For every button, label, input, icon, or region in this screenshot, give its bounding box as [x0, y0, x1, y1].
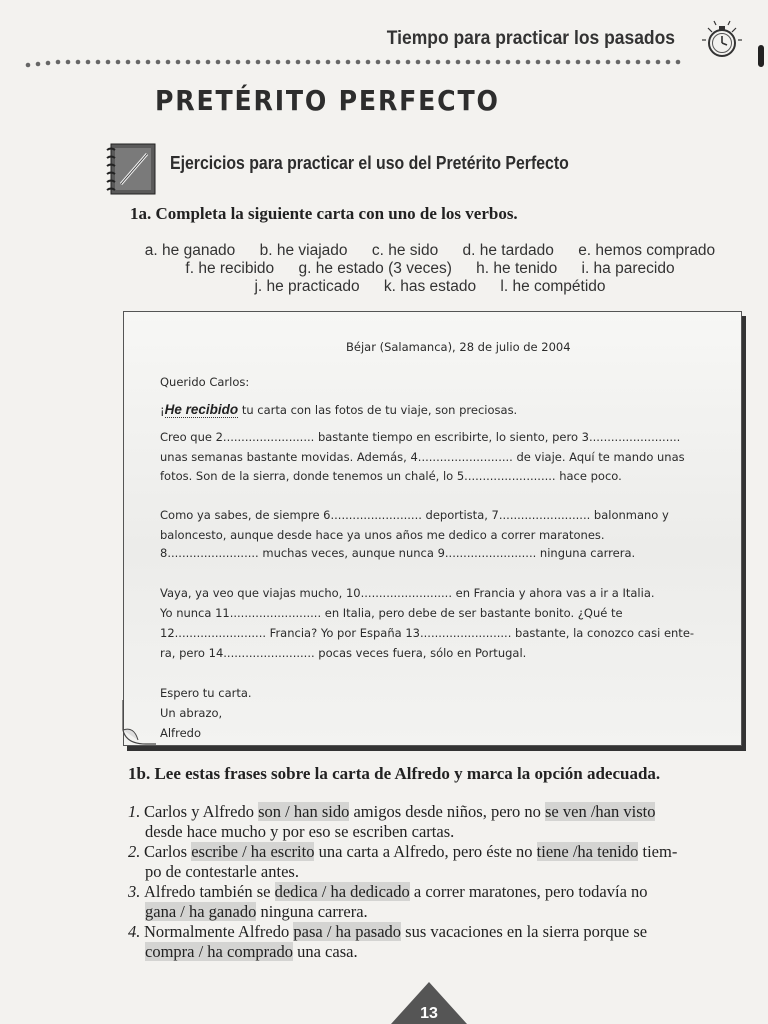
- page-curl-icon: [116, 700, 156, 750]
- question-text: una carta a Alfredo, pero éste no: [314, 842, 537, 861]
- divider-dot: [596, 60, 601, 65]
- divider-dot: [146, 60, 151, 65]
- divider-dot: [56, 60, 61, 65]
- verb-option: i. ha parecido: [581, 260, 675, 277]
- verb-option: k. has estado: [383, 278, 477, 295]
- question-number: 4.: [128, 922, 141, 941]
- divider-dot: [656, 60, 661, 65]
- divider-dot: [306, 60, 311, 65]
- question-text: Normalmente Alfredo: [144, 922, 294, 941]
- divider-dot: [316, 60, 321, 65]
- divider-dot: [456, 60, 461, 65]
- divider-dot: [546, 60, 551, 65]
- option-pair[interactable]: dedica / ha dedicado: [274, 882, 410, 901]
- divider-dot: [636, 60, 641, 65]
- verb-options-row-2: [110, 260, 750, 278]
- verb-option: b. he viajado: [259, 242, 348, 259]
- question-text: una casa.: [292, 942, 358, 961]
- question-text: sus vacaciones en la sierra porque se: [401, 922, 648, 941]
- divider-dot: [266, 60, 271, 65]
- divider-dot: [186, 60, 191, 65]
- option-pair[interactable]: pasa / ha pasado: [293, 922, 402, 941]
- divider-dot: [416, 60, 421, 65]
- exercise-1b-title: 1b. Lee estas frases sobre la carta de Alfredo y marca la opción adecuada.: [128, 764, 661, 783]
- divider-dot: [496, 60, 501, 65]
- divider-dot: [556, 60, 561, 65]
- question-3: [128, 882, 738, 922]
- verb-options-row-1: [110, 242, 750, 260]
- divider-dot: [586, 60, 591, 65]
- question-text: a correr maratones, pero todavía no: [409, 882, 648, 901]
- verb-option: e. hemos comprado: [578, 242, 716, 259]
- question-1: [128, 802, 738, 842]
- divider-dot: [326, 60, 331, 65]
- letter-line-7: 8......................... muchas veces, aunque nunca 9......................... ninguna carrera.: [160, 546, 636, 560]
- letter-line-1: [160, 402, 700, 417]
- divider-dot: [276, 60, 281, 65]
- page-number-badge: [391, 982, 467, 1024]
- header-title: Tiempo para practicar los pasados: [386, 28, 675, 49]
- question-number: 3.: [128, 882, 141, 901]
- page-edge-mark: [758, 45, 764, 67]
- question-2: [128, 842, 738, 882]
- divider-dot: [446, 60, 451, 65]
- divider-dot: [536, 60, 541, 65]
- divider-dot: [106, 60, 111, 65]
- divider-dot: [566, 60, 571, 65]
- question-text: Carlos y Alfredo: [144, 802, 259, 821]
- divider-dot: [646, 60, 651, 65]
- letter-text: ¡: [160, 403, 165, 417]
- divider-dot: [286, 60, 291, 65]
- stopwatch-icon: [700, 18, 744, 62]
- divider-dot: [156, 60, 161, 65]
- divider-dot: [126, 60, 131, 65]
- letter-line-5: Como ya sabes, de siempre 6......................... deportista, 7......................... balonmano y: [160, 508, 669, 522]
- letter-line-10: 12......................... Francia? Yo por España 13......................... bastante, la conozco casi ente-: [160, 626, 695, 640]
- option-pair[interactable]: tiene /ha tenido: [536, 842, 639, 861]
- divider-dot: [436, 60, 441, 65]
- divider-dot: [96, 60, 101, 65]
- question-text: ninguna carrera.: [256, 902, 368, 921]
- divider-dot: [516, 60, 521, 65]
- option-pair[interactable]: se ven /han visto: [545, 802, 656, 821]
- verb-option: d. he tardado: [462, 242, 554, 259]
- letter-line-2: Creo que 2......................... bastante tiempo en escribirte, lo siento, pero 3.........................: [160, 430, 681, 444]
- question-text: amigos desde niños, pero no: [349, 802, 546, 821]
- divider-dot: [366, 60, 371, 65]
- divider-dot: [26, 63, 31, 68]
- divider-dot: [46, 61, 51, 66]
- letter-line-6: baloncesto, aunque desde hace ya unos años me dedico a correr maratones.: [160, 528, 605, 542]
- divider-dot: [236, 60, 241, 65]
- question-text: Carlos: [144, 842, 192, 861]
- letter-signature: Alfredo: [160, 726, 201, 740]
- divider-dot: [76, 60, 81, 65]
- verb-option: j. he practicado: [254, 278, 360, 295]
- question-text: po de contestarle antes.: [145, 862, 299, 881]
- letter-date: Béjar (Salamanca), 28 de julio de 2004: [346, 340, 571, 354]
- question-number: 2.: [128, 842, 141, 861]
- notebook-pencil-icon: [103, 138, 159, 198]
- divider-dot: [246, 60, 251, 65]
- section-title: Ejercicios para practicar el uso del Pretérito Perfecto: [170, 153, 569, 173]
- divider-dot: [406, 60, 411, 65]
- verb-options: [110, 242, 750, 296]
- letter-line-8: Vaya, ya veo que viajas mucho, 10......................... en Francia y ahora vas a ir a Italia.: [160, 586, 655, 600]
- divider-dot: [386, 60, 391, 65]
- divider-dot: [176, 60, 181, 65]
- divider-dot: [36, 62, 41, 67]
- divider-dot: [376, 60, 381, 65]
- divider-dot: [356, 60, 361, 65]
- option-pair[interactable]: compra / ha comprado: [145, 942, 293, 961]
- divider-dot: [336, 60, 341, 65]
- option-pair[interactable]: escribe / ha escrito: [191, 842, 315, 861]
- dotted-divider: [24, 55, 684, 69]
- filled-answer: He recibido: [164, 402, 239, 417]
- divider-dot: [86, 60, 91, 65]
- divider-dot: [616, 60, 621, 65]
- divider-dot: [206, 60, 211, 65]
- divider-dot: [66, 60, 71, 65]
- verb-option: c. he sido: [371, 242, 439, 259]
- verb-option: g. he estado (3 veces): [298, 260, 452, 277]
- divider-dot: [506, 60, 511, 65]
- divider-dot: [476, 60, 481, 65]
- question-text: desde hace mucho y por eso se escriben cartas.: [145, 822, 455, 841]
- option-pair[interactable]: gana / ha ganado: [145, 902, 257, 921]
- option-pair[interactable]: son / han sido: [258, 802, 350, 821]
- question-number: 1.: [128, 802, 141, 821]
- divider-dot: [136, 60, 141, 65]
- divider-dot: [256, 60, 261, 65]
- main-title: PRETÉRITO PERFECTO: [155, 84, 500, 117]
- divider-dot: [116, 60, 121, 65]
- divider-dot: [576, 60, 581, 65]
- divider-dot: [166, 60, 171, 65]
- question-text: tiem-: [638, 842, 678, 861]
- divider-dot: [346, 60, 351, 65]
- verb-option: a. he ganado: [144, 242, 236, 259]
- letter-line-3: unas semanas bastante movidas. Además, 4.......................... de viaje. Aquí te mando unas: [160, 450, 685, 464]
- divider-dot: [396, 60, 401, 65]
- divider-dot: [216, 60, 221, 65]
- divider-dot: [626, 60, 631, 65]
- divider-dot: [526, 60, 531, 65]
- page-number: 13: [420, 1005, 438, 1022]
- divider-dot: [606, 60, 611, 65]
- letter-line-4: fotos. Son de la sierra, donde tenemos un chalé, lo 5......................... hace poco.: [160, 469, 622, 483]
- divider-dot: [486, 60, 491, 65]
- verb-option: h. he tenido: [476, 260, 558, 277]
- divider-dot: [666, 60, 671, 65]
- letter-line-9: Yo nunca 11......................... en Italia, pero debe de ser bastante bonito. ¿Qué te: [160, 606, 623, 620]
- verb-option: f. he recibido: [185, 260, 275, 277]
- divider-dot: [466, 60, 471, 65]
- exercise-1a-title: 1a. Completa la siguiente carta con uno de los verbos.: [130, 204, 518, 223]
- letter-greeting: Querido Carlos:: [160, 375, 250, 389]
- letter-sign-off: Un abrazo,: [160, 706, 223, 720]
- letter-closing: Espero tu carta.: [160, 686, 252, 700]
- verb-option: l. he compétido: [500, 278, 606, 295]
- divider-dot: [296, 60, 301, 65]
- letter-line-11: ra, pero 14......................... pocas veces fuera, sólo en Portugal.: [160, 646, 527, 660]
- verb-options-row-3: [110, 278, 750, 296]
- divider-dot: [226, 60, 231, 65]
- divider-dot: [676, 60, 681, 65]
- letter-text: tu carta con las fotos de tu viaje, son preciosas.: [241, 403, 518, 417]
- divider-dot: [196, 60, 201, 65]
- question-4: [128, 922, 738, 962]
- question-text: Alfredo también se: [144, 882, 275, 901]
- divider-dot: [426, 60, 431, 65]
